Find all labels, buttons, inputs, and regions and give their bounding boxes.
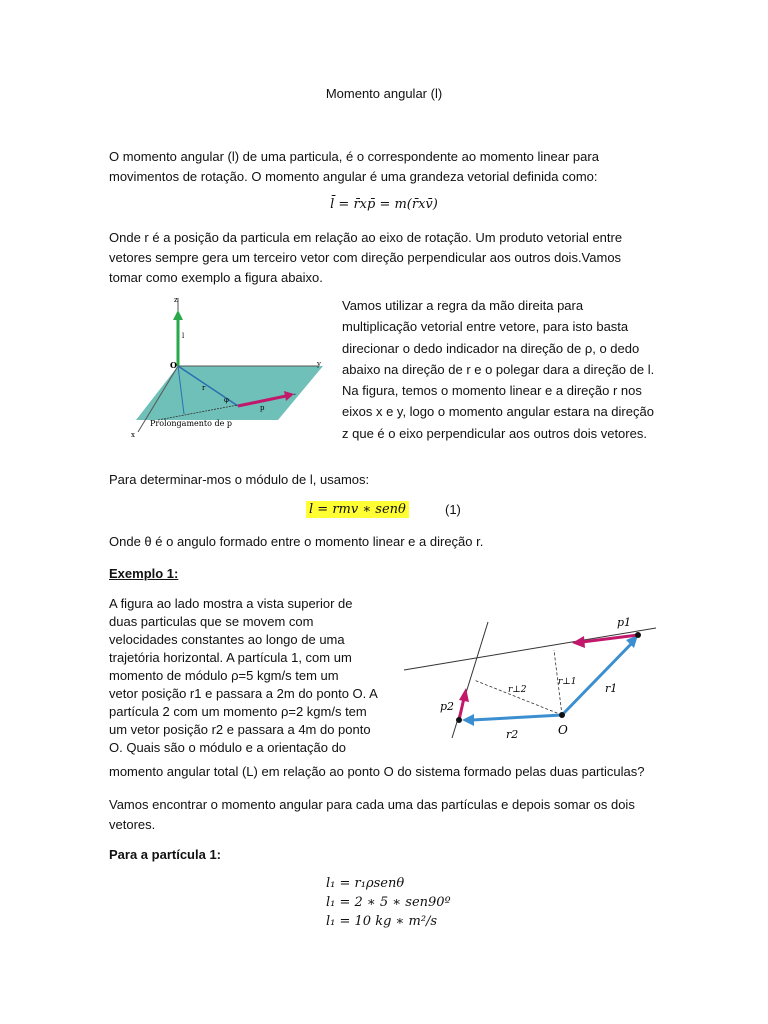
vector-l-arrowhead <box>173 310 183 320</box>
figure-3d-angular-momentum <box>128 292 333 444</box>
xy-plane <box>136 366 323 420</box>
particle-1-title: Para a partícula 1: <box>109 847 221 862</box>
vector-r-label: r <box>202 384 206 392</box>
eq-p1-line1: l₁ = r₁ρsenθ <box>326 876 405 891</box>
intro-paragraph: O momento angular (l) de uma particula, é o correspondente ao momento linear para movimentos de rotação. O momento angular é uma grandeza vetorial definida como: <box>109 149 599 184</box>
origin-O-label: O <box>558 723 568 737</box>
r1-label: r1 <box>605 682 618 695</box>
equation-1-number: (1) <box>445 502 461 517</box>
axis-z-label: z <box>174 296 178 304</box>
eq-p1-line2: l₁ = 2 ∗ 5 ∗ sen90º <box>326 895 451 910</box>
example-statement: A figura ao lado mostra a vista superior de duas particulas que se movem com velocidades constantes ao longo de uma trajetória horizontal. A partícula 1, com um momento de módulo ρ=5 kgm/s tem um vetor posição r1 e passara a 2m do ponto O. A partícula 2 com um momento ρ=2 kgm/s tem um vetor posição r2 e passara a 4m do ponto O. Quais são o módulo e a orientação do <box>109 596 378 755</box>
theta-text: Onde θ é o angulo formado entre o momento linear e a direção r. <box>109 534 484 549</box>
figure1-caption: Prolongamento de p <box>150 419 233 428</box>
plan-paragraph: Vamos encontrar o momento angular para cada uma das partículas e depois somar os dois vetores. <box>109 797 635 832</box>
vector-p-label: p <box>260 404 265 412</box>
axis-y-label: y <box>317 360 321 368</box>
p1-label: p1 <box>617 616 632 629</box>
vector-r2-arrowhead <box>462 714 474 726</box>
vector-l-label: l <box>182 332 185 340</box>
eq-p1-line3: l₁ = 10 kg ∗ m²/s <box>326 914 438 929</box>
p2-label: p2 <box>440 700 455 713</box>
r-perp2-label: r⊥2 <box>508 685 527 695</box>
origin-point <box>559 712 565 718</box>
trajectory-line <box>404 628 656 670</box>
definition-equation: l̄ = r̄xp̄ = m(r̄xv̄) <box>330 197 438 212</box>
right-hand-rule-text: Vamos utilizar a regra da mão direita para multiplicação vetorial entre vetore, para isto basta direcionar o dedo indicador na direção de ρ, o dedo abaixo na direção de r e o polegar dara a direção de l. Na figura, temos o momento linear e a direção r nos eixos x e y, logo o momento angular estara na direção z que é o eixo perpendicular aos outros dois vetores. <box>342 298 655 441</box>
modulus-intro: Para determinar-mos o módulo de l, usamos: <box>109 472 370 487</box>
particle-1-point <box>635 632 641 638</box>
equation-1 <box>306 501 409 517</box>
vector-p1-arrowhead <box>572 636 585 648</box>
angle-phi-label: φ <box>224 396 229 404</box>
vector-p2 <box>459 698 464 720</box>
r-perp1-label: r⊥1 <box>558 677 577 687</box>
example-question: momento angular total (L) em relação ao ponto O do sistema formado pelas duas particulas? <box>109 764 645 779</box>
r2-label: r2 <box>506 728 519 741</box>
example-title: Exemplo 1: <box>109 566 179 581</box>
position-paragraph: Onde r é a posição da particula em relação ao eixo de rotação. Um produto vetorial entre vetores sempre gera um terceiro vetor com direção perpendicular aos outros dois.Vamos tomar como exemplo a figura abaixo. <box>109 230 623 285</box>
particle-2-point <box>456 717 462 723</box>
axis-x-label: x <box>131 431 135 439</box>
figure-two-particles <box>402 608 658 758</box>
equation-1-text: l = rmv ∗ senθ <box>306 501 409 518</box>
vector-r2 <box>472 715 562 720</box>
particle-1-equations <box>326 874 451 931</box>
vector-p2-arrowhead <box>459 688 469 702</box>
page-title: Momento angular (l) <box>325 86 443 101</box>
origin-label: O <box>170 360 177 370</box>
